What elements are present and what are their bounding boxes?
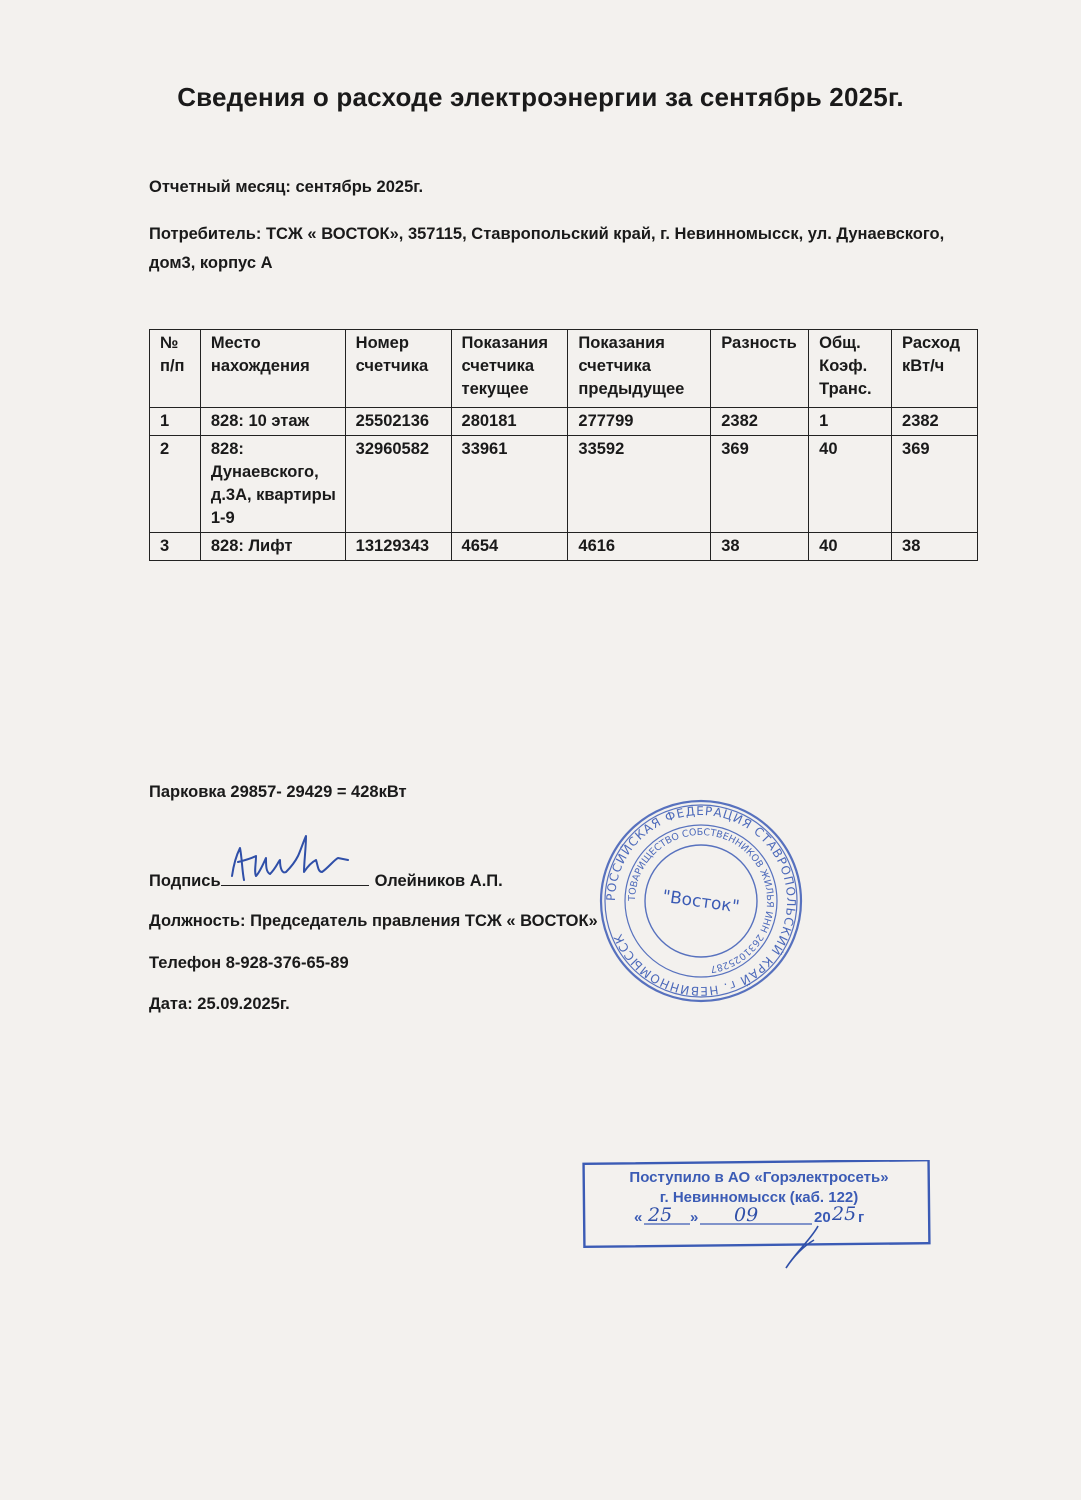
cell-number: 1	[150, 408, 201, 436]
cell-number: 2	[150, 436, 201, 533]
cell-consumption: 38	[892, 533, 978, 561]
stamp-date-close: »	[690, 1209, 699, 1226]
handwritten-signature	[226, 832, 376, 892]
cell-difference: 38	[711, 533, 809, 561]
header-difference: Разность	[711, 330, 809, 408]
table-row	[150, 436, 978, 533]
seal-center-text: "Восток"	[661, 886, 741, 918]
header-number: № п/п	[150, 330, 201, 408]
cell-difference: 2382	[711, 408, 809, 436]
stamp-line-2: г. Невинномысск (каб. 122)	[659, 1189, 859, 1206]
cell-difference: 369	[711, 436, 809, 533]
parking-consumption: Парковка 29857- 29429 = 428кВт	[149, 783, 407, 801]
round-seal-stamp	[596, 796, 806, 1006]
cell-consumption: 369	[892, 436, 978, 533]
stamp-year-mark: г	[858, 1209, 865, 1226]
header-meter-number: Номер счетчика	[345, 330, 451, 408]
document-date: Дата: 25.09.2025г.	[149, 995, 290, 1013]
cell-meter-number: 13129343	[345, 533, 451, 561]
cell-current-reading: 280181	[451, 408, 568, 436]
stamp-date-month: 09	[734, 1204, 759, 1226]
cell-current-reading: 33961	[451, 436, 568, 533]
signature-label: Подпись	[149, 872, 221, 890]
cell-previous-reading: 33592	[568, 436, 711, 533]
stamp-line-1: Поступило в АО «Горэлектросеть»	[629, 1169, 889, 1186]
received-stamp	[582, 1160, 937, 1275]
stamp-date-open: «	[634, 1209, 643, 1226]
cell-number: 3	[150, 533, 201, 561]
cell-location: 828: Дунаевского, д.3А, квартиры 1-9	[200, 436, 345, 533]
phone-number: Телефон 8-928-376-65-89	[149, 954, 349, 972]
header-transform-coef: Общ. Коэф. Транс.	[809, 330, 892, 408]
cell-consumption: 2382	[892, 408, 978, 436]
table-header-row	[150, 330, 978, 408]
cell-transform-coef: 40	[809, 533, 892, 561]
cell-meter-number: 32960582	[345, 436, 451, 533]
stamp-pen-stroke	[786, 1226, 818, 1268]
cell-location: 828: 10 этаж	[200, 408, 345, 436]
header-consumption: Расход кВт/ч	[892, 330, 978, 408]
consumer-info: Потребитель: ТСЖ « ВОСТОК», 357115, Ставропольский край, г. Невинномысск, ул. Дунаевского, дом3, корпус А	[149, 225, 945, 272]
document-title: Сведения о расходе электроэнергии за сентябрь 2025г.	[177, 82, 904, 112]
meter-readings-table	[149, 329, 978, 561]
reporting-month: Отчетный месяц: сентябрь 2025г.	[149, 178, 424, 196]
header-previous-reading: Показания счетчика предыдущее	[568, 330, 711, 408]
cell-previous-reading: 4616	[568, 533, 711, 561]
table-row	[150, 408, 978, 436]
cell-location: 828: Лифт	[200, 533, 345, 561]
seal-inner-text: ТОВАРИЩЕСТВО СОБСТВЕННИКОВ ЖИЛЬЯ ИНН 2631025287	[626, 826, 776, 975]
position-title: Должность: Председатель правления ТСЖ « ВОСТОК»	[149, 912, 598, 930]
stamp-year-prefix: 20	[814, 1209, 831, 1226]
seal-outer-text: РОССИЙСКАЯ ФЕДЕРАЦИЯ СТАВРОПОЛЬСКИЙ КРАЙ г. НЕВИННОМЫССК	[603, 803, 799, 999]
cell-current-reading: 4654	[451, 533, 568, 561]
table-row	[150, 533, 978, 561]
stamp-date-day: 25	[648, 1204, 673, 1226]
signatory-name: Олейников А.П.	[374, 872, 503, 890]
cell-meter-number: 25502136	[345, 408, 451, 436]
cell-previous-reading: 277799	[568, 408, 711, 436]
header-location: Место нахождения	[200, 330, 345, 408]
header-current-reading: Показания счетчика текущее	[451, 330, 568, 408]
cell-transform-coef: 1	[809, 408, 892, 436]
cell-transform-coef: 40	[809, 436, 892, 533]
stamp-year-suffix: 25	[832, 1203, 857, 1225]
